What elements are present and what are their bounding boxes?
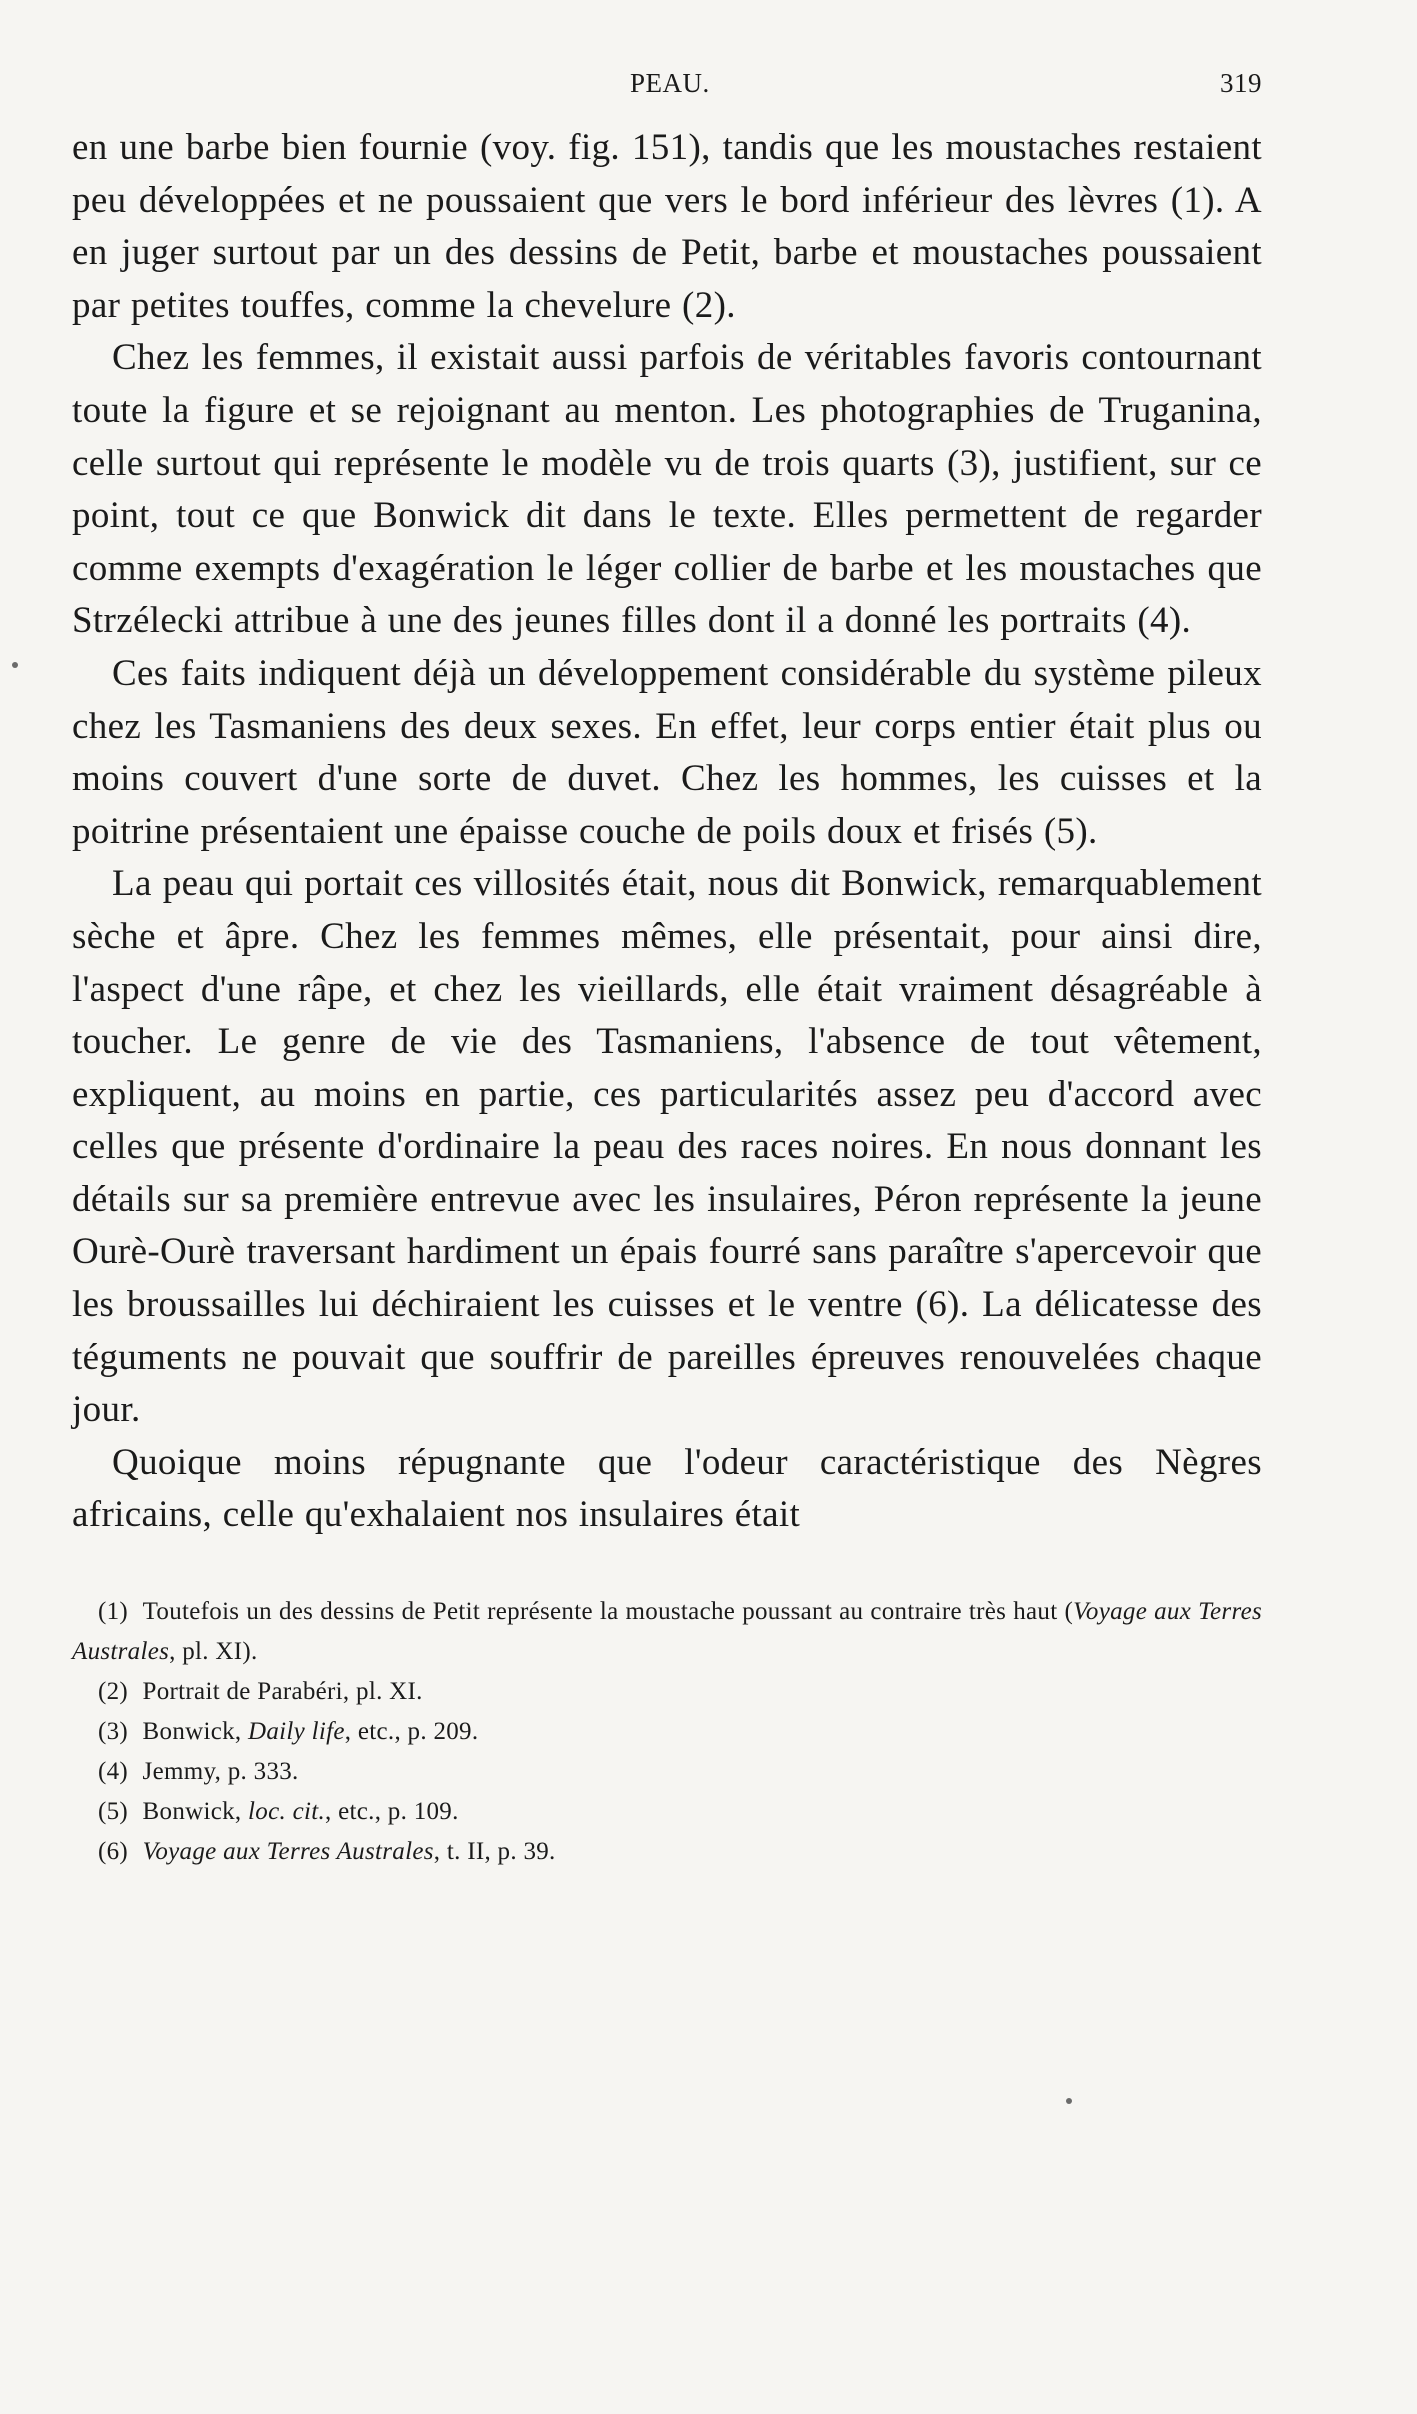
footnote-title: Voyage aux Terres Australes bbox=[72, 1598, 1262, 1666]
book-page bbox=[72, 62, 1262, 1872]
footnote-text: Toutefois un des dessins de Petit représente la moustache poussant au contraire très haut ( bbox=[136, 1598, 1074, 1626]
main-text bbox=[72, 122, 1262, 1542]
footnote-text: , pl. XI). bbox=[169, 1638, 258, 1666]
footnote-title: Voyage aux Terres Australes bbox=[142, 1838, 434, 1866]
footnote-number: (6) bbox=[98, 1838, 129, 1866]
footnote-text: , etc., p. 209. bbox=[344, 1718, 479, 1746]
footnotes bbox=[72, 1592, 1262, 1872]
footnote-1 bbox=[72, 1592, 1262, 1672]
footnote-3 bbox=[72, 1712, 1262, 1752]
footnote-title: Daily life bbox=[248, 1718, 345, 1746]
footnote-text: Bonwick, bbox=[136, 1718, 249, 1746]
running-header bbox=[72, 62, 1262, 110]
footnote-title: loc. cit. bbox=[248, 1798, 326, 1826]
ink-speck bbox=[1066, 2098, 1072, 2104]
footnote-text: , etc., p. 109. bbox=[325, 1798, 459, 1826]
footnote-6 bbox=[72, 1832, 1262, 1872]
footnote-text: Portrait de Parabéri, pl. XI. bbox=[136, 1678, 423, 1706]
paragraph-4: La peau qui portait ces villosités était, nous dit Bonwick, remarquablement sèche et âpre. Chez les femmes mêmes, elle présentait, pour ainsi dire, l'aspect d'une râpe, et chez les vieillards, elle était vraiment désagréable à toucher. Le genre de vie des Tasmaniens, l'absence de tout vêtement, expliquent, au moins en partie, ces particularités assez peu d'accord avec celles que présente d'ordinaire la peau des races noires. En nous donnant les détails sur sa première entrevue avec les insulaires, Péron représente la jeune Ourè-Ourè traversant hardiment un épais fourré sans paraître s'apercevoir que les broussailles lui déchiraient les cuisses et le ventre (6). La délicatesse des téguments ne pouvait que souffrir de pareilles épreuves renouvelées chaque jour. bbox=[72, 863, 1262, 1431]
footnote-5 bbox=[72, 1792, 1262, 1832]
ink-speck bbox=[12, 662, 18, 668]
footnote-number: (5) bbox=[98, 1798, 129, 1826]
footnote-number: (1) bbox=[98, 1598, 129, 1626]
running-title: PEAU. bbox=[630, 68, 710, 98]
footnote-text: Bonwick, bbox=[136, 1798, 249, 1826]
footnote-number: (4) bbox=[98, 1758, 129, 1786]
paragraph-3: Ces faits indiquent déjà un développement considérable du système pileux chez les Tasmaniens des deux sexes. En effet, leur corps entier était plus ou moins couvert d'une sorte de duvet. Chez les hommes, les cuisses et la poitrine présentaient une épaisse couche de poils doux et frisés (5). bbox=[72, 652, 1262, 852]
paragraph-1: en une barbe bien fournie (voy. fig. 151), tandis que les moustaches restaient peu développées et ne poussaient que vers le bord inférieur des lèvres (1). A en juger surtout par un des dessins de Petit, barbe et moustaches poussaient par petites touffes, comme la chevelure (2). bbox=[72, 127, 1262, 326]
footnote-number: (2) bbox=[98, 1678, 129, 1706]
footnote-number: (3) bbox=[98, 1718, 129, 1746]
footnote-4 bbox=[72, 1752, 1262, 1792]
footnote-2 bbox=[72, 1672, 1262, 1712]
footnote-text: Jemmy, p. 333. bbox=[136, 1758, 299, 1786]
page-number: 319 bbox=[1220, 68, 1262, 98]
paragraph-5: Quoique moins répugnante que l'odeur caractéristique des Nègres africains, celle qu'exhalaient nos insulaires était bbox=[72, 1441, 1262, 1536]
footnote-text: , t. II, p. 39. bbox=[433, 1838, 556, 1866]
paragraph-2: Chez les femmes, il existait aussi parfois de véritables favoris contournant toute la figure et se rejoignant au menton. Les photographies de Truganina, celle surtout qui représente le modèle vu de trois quarts (3), justifient, sur ce point, tout ce que Bonwick dit dans le texte. Elles permettent de regarder comme exempts d'exagération le léger collier de barbe et les moustaches que Strzélecki attribue à une des jeunes filles dont il a donné les portraits (4). bbox=[72, 337, 1262, 642]
